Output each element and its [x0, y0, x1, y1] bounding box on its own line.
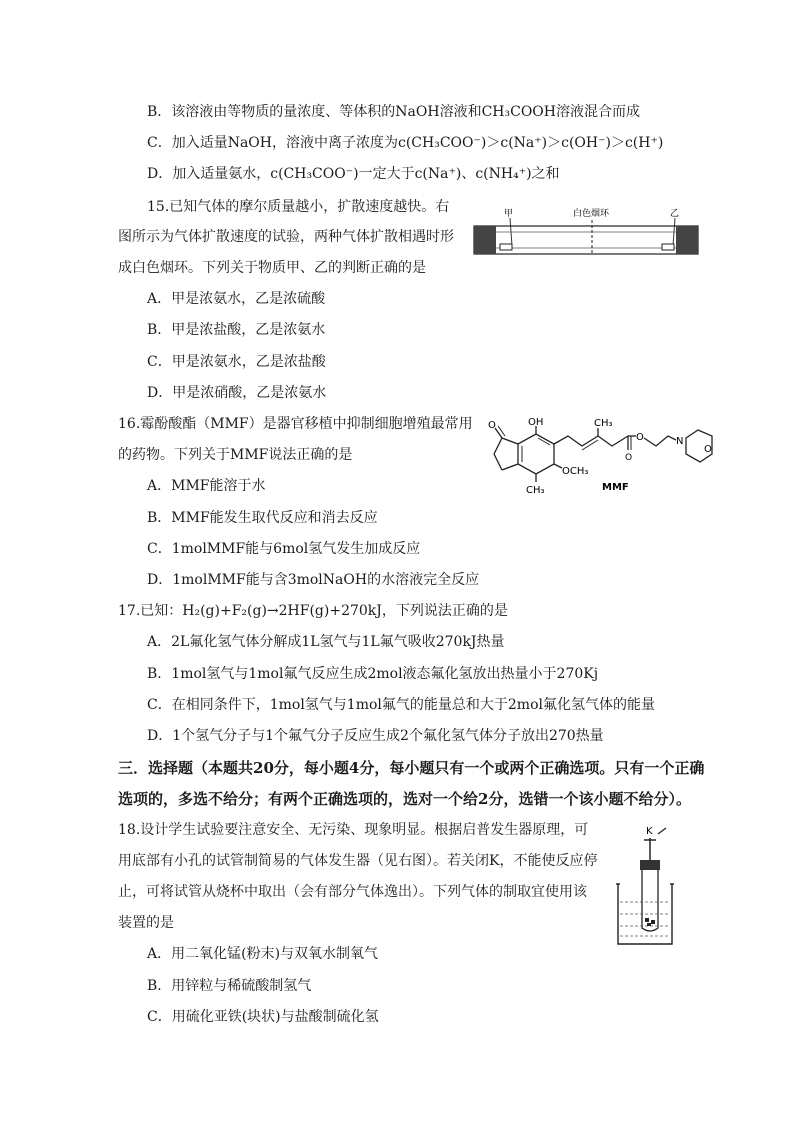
valve-k-label: K	[646, 826, 653, 837]
q17-option-b: B．1mol氢气与1mol氟气反应生成2mol液态氟化氢放出热量小于270Kj	[147, 666, 599, 682]
q16-stem-line2: 的药物。下列关于MMF说法正确的是	[118, 447, 353, 463]
q15-option-d: D．甲是浓硝酸，乙是浓氨水	[147, 385, 327, 401]
oh-label: OH	[528, 417, 544, 428]
q17-stem: 17.已知：H₂(g)+F₂(g)→2HF(g)+270kJ，下列说法正确的是	[118, 603, 508, 619]
q16-option-d: D．1molMMF能与含3molNaOH的水溶液完全反应	[147, 572, 480, 588]
gas-generator-figure	[614, 822, 676, 948]
q17-option-d: D．1个氢气分子与1个氟气分子反应生成2个氟化氢气体分子放出270热量	[147, 728, 604, 744]
section3-header-line1: 三．选择题（本题共20分，每小题4分，每小题只有一个或两个正确选项。只有一个正确	[118, 759, 705, 777]
q18-stem-line4: 装置的是	[118, 915, 174, 931]
q16-option-b: B．MMF能发生取代反应和消去反应	[147, 510, 378, 526]
q17-option-c: C．在相同条件下，1mol氢气与1mol氟气的能量总和大于2mol氟化氢气体的能量	[147, 697, 655, 713]
q18-option-c: C．用硫化亚铁(块状)与盐酸制硫化氢	[147, 1009, 379, 1025]
q16-stem-line1: 16.霉酚酸酯（MMF）是器官移植中抑制细胞增殖最常用	[118, 416, 473, 432]
ester-o-label: O	[625, 453, 633, 463]
q15-stem-line1: 15.已知气体的摩尔质量越小，扩散速度越快。右	[147, 199, 450, 215]
q18-option-a: A．用二氧化锰(粉末)与双氧水制氧气	[147, 946, 379, 962]
mmf-label: MMF	[602, 482, 629, 493]
lactone-o-label: O	[488, 420, 496, 431]
q15-stem-line3: 成白色烟环。下列关于物质甲、乙的判断正确的是	[118, 260, 426, 276]
q16-option-c: C．1molMMF能与6mol氢气发生加成反应	[147, 541, 421, 557]
mmf-structure-figure	[478, 416, 728, 498]
figure-label-smoke-ring: 白色烟环	[573, 209, 610, 219]
figure-label-yi: 乙	[670, 209, 680, 219]
q14-option-d: D．加入适量氨水，c(CH₃COO⁻)一定大于c(Na⁺)、c(NH₄⁺)之和	[147, 166, 560, 182]
ch3-bottom-label: CH₃	[526, 485, 545, 496]
q15-option-a: A．甲是浓氨水，乙是浓硫酸	[147, 291, 326, 307]
q16-option-a: A．MMF能溶于水	[147, 478, 266, 494]
q18-stem-line1: 18.设计学生试验要注意安全、无污染、现象明显。根据启普发生器原理，可	[118, 822, 589, 838]
diffusion-tube-figure	[470, 202, 702, 260]
q14-option-b: B．该溶液由等物质的量浓度、等体积的NaOH溶液和CH₃COOH溶液混合而成	[147, 104, 640, 120]
morpholine-o-label: O	[704, 444, 712, 455]
q15-option-b: B．甲是浓盐酸，乙是浓氨水	[147, 322, 326, 338]
q14-option-c: C．加入适量NaOH，溶液中离子浓度为c(CH₃COO⁻)＞c(Na⁺)＞c(OH⁻)＞c(H⁺)	[147, 135, 664, 151]
figure-label-jia: 甲	[504, 209, 514, 219]
q17-option-a: A．2L氟化氢气体分解成1L氢气与1L氟气吸收270kJ热量	[147, 634, 505, 650]
ester-oxygen-label: O	[636, 432, 644, 443]
q15-option-c: C．甲是浓氨水，乙是浓盐酸	[147, 354, 326, 370]
q18-stem-line2: 用底部有小孔的试管制简易的气体发生器（见右图）。若关闭K，不能使反应停	[118, 853, 598, 869]
q18-stem-line3: 止，可将试管从烧杯中取出（会有部分气体逸出）。下列气体的制取宜使用该	[118, 884, 587, 900]
n-label: N	[676, 436, 684, 447]
och3-label: OCH₃	[562, 466, 589, 477]
q15-stem-line2: 图所示为气体扩散速度的试验，两种气体扩散相遇时形	[118, 229, 454, 245]
section3-header-line2: 选项的，多选不给分；有两个正确选项的，选对一个给2分，选错一个该小题不给分）。	[118, 790, 691, 808]
ch3-top-label: CH₃	[594, 418, 613, 429]
q18-option-b: B．用锌粒与稀硫酸制氢气	[147, 978, 312, 994]
